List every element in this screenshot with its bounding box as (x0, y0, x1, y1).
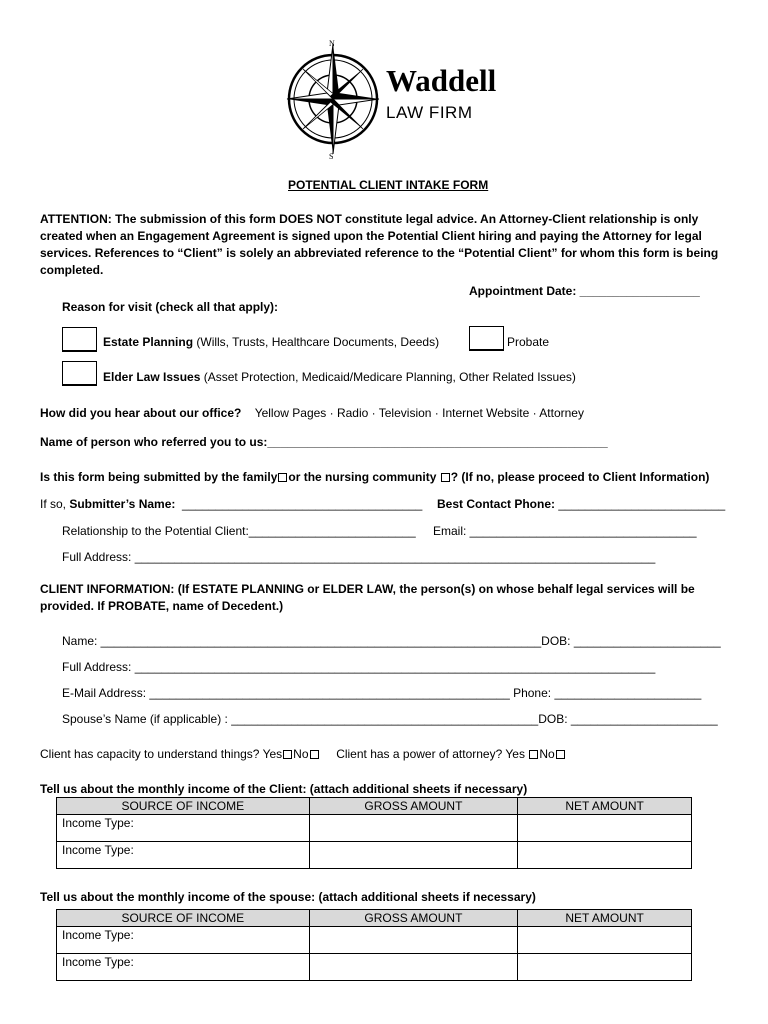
spouse-name-dob-field[interactable]: Spouse’s Name (if applicable) : ______________________________________________DOB: ______________________ (62, 712, 718, 726)
col-gross-amount: GROSS AMOUNT (309, 910, 518, 927)
table-row (57, 954, 692, 981)
poa-no-label: No (539, 747, 555, 761)
col-source-of-income: SOURCE OF INCOME (57, 798, 310, 815)
submitted-by-row (40, 470, 709, 484)
gross-amount-cell[interactable] (309, 815, 518, 842)
email-field[interactable]: Email: __________________________________ (433, 524, 697, 538)
compass-logo (283, 38, 383, 160)
col-net-amount: NET AMOUNT (518, 798, 692, 815)
submitter-name-field[interactable]: ____________________________________ (182, 497, 423, 511)
family-checkbox[interactable] (278, 473, 287, 482)
table-row (57, 815, 692, 842)
elder-law-detail: (Asset Protection, Medicaid/Medicare Planning, Other Related Issues) (200, 370, 576, 384)
submitter-name-label: Submitter’s Name: (69, 497, 176, 511)
capacity-no-label: No (293, 747, 309, 761)
gross-amount-cell[interactable] (309, 842, 518, 869)
best-phone-row (437, 497, 725, 511)
firm-name: Waddell (386, 63, 497, 98)
income-type-cell[interactable]: Income Type: (57, 842, 310, 869)
hear-about-row (40, 406, 584, 420)
probate-label: Probate (507, 335, 550, 349)
compass-s-label: S (329, 152, 334, 160)
submitted-by-q1: Is this form being submitted by the family (40, 470, 278, 484)
hear-about-label: How did you hear about our office? (40, 406, 242, 420)
poa-no-checkbox[interactable] (556, 750, 565, 759)
reason-label: Reason for visit (check all that apply): (62, 300, 279, 314)
poa-yes-checkbox[interactable] (529, 750, 538, 759)
net-amount-cell[interactable] (518, 842, 692, 869)
nursing-community-checkbox[interactable] (441, 473, 450, 482)
estate-planning-detail: (Wills, Trusts, Healthcare Documents, Deeds) (193, 335, 440, 349)
elder-law-option (103, 370, 576, 384)
capacity-no-checkbox[interactable] (310, 750, 319, 759)
form-title: POTENTIAL CLIENT INTAKE FORM (288, 178, 489, 192)
if-so-label: If so, (40, 497, 70, 511)
compass-n-label: N (329, 39, 335, 48)
appointment-date-field[interactable]: Appointment Date: __________________ (469, 284, 700, 298)
firm-subtitle: LAW FIRM (386, 103, 473, 122)
client-income-heading: Tell us about the monthly income of the Client: (attach additional sheets if necessary) (40, 782, 528, 796)
col-net-amount: NET AMOUNT (518, 910, 692, 927)
capacity-row (40, 747, 566, 761)
client-info-heading: CLIENT INFORMATION: (If ESTATE PLANNING or ELDER LAW, the person(s) on whose behalf legal services will be provided. If PROBATE, name of Decedent.) (40, 582, 695, 613)
income-type-cell[interactable]: Income Type: (57, 927, 310, 954)
submitted-by-q2: or the nursing community (288, 470, 437, 484)
client-email-phone-field[interactable]: E-Mail Address: ______________________________________________________ Phone: ______________________ (62, 686, 702, 700)
elder-law-label: Elder Law Issues (103, 370, 201, 384)
col-source-of-income: SOURCE OF INCOME (57, 910, 310, 927)
spouse-income-heading: Tell us about the monthly income of the spouse: (attach additional sheets if necessary) (40, 890, 536, 904)
submitter-row (40, 497, 422, 511)
elder-law-checkbox[interactable] (62, 361, 97, 386)
referrer-name-field[interactable]: Name of person who referred you to us:___________________________________________________ (40, 435, 608, 449)
client-name-dob-field[interactable]: Name: __________________________________________________________________DOB: ______________________ (62, 634, 721, 648)
income-type-cell[interactable]: Income Type: (57, 815, 310, 842)
probate-checkbox[interactable] (469, 326, 504, 351)
capacity-question: Client has capacity to understand things? Yes (40, 747, 283, 761)
estate-planning-checkbox[interactable] (62, 327, 97, 352)
spouse-income-table (56, 909, 692, 981)
submitter-address-field[interactable]: Full Address: ______________________________________________________________________________ (62, 550, 656, 564)
net-amount-cell[interactable] (518, 954, 692, 981)
capacity-yes-checkbox[interactable] (283, 750, 292, 759)
net-amount-cell[interactable] (518, 815, 692, 842)
gross-amount-cell[interactable] (309, 954, 518, 981)
client-address-field[interactable]: Full Address: ______________________________________________________________________________ (62, 660, 656, 674)
client-income-table (56, 797, 692, 869)
table-row (57, 842, 692, 869)
relationship-field[interactable]: Relationship to the Potential Client:_________________________ (62, 524, 416, 538)
gross-amount-cell[interactable] (309, 927, 518, 954)
best-phone-field[interactable]: _________________________ (555, 497, 726, 511)
estate-planning-option (103, 335, 439, 349)
table-row (57, 927, 692, 954)
best-phone-label: Best Contact Phone: (437, 497, 556, 511)
attention-notice: ATTENTION: The submission of this form DOES NOT constitute legal advice. An Attorney-Client relationship is only created when an Engagement Agreement is signed upon the Potential Client hiring and paying the Attorney for legal services. References to “Client” is solely an abbreviated reference to the “Potential Client” for whom this form is being completed. (40, 212, 719, 277)
estate-planning-label: Estate Planning (103, 335, 194, 349)
col-gross-amount: GROSS AMOUNT (309, 798, 518, 815)
income-type-cell[interactable]: Income Type: (57, 954, 310, 981)
submitted-by-q3: ? (If no, please proceed to Client Information) (450, 470, 710, 484)
poa-question: Client has a power of attorney? Yes (336, 747, 525, 761)
hear-about-options[interactable]: Yellow Pages · Radio · Television · Internet Website · Attorney (254, 406, 584, 420)
net-amount-cell[interactable] (518, 927, 692, 954)
